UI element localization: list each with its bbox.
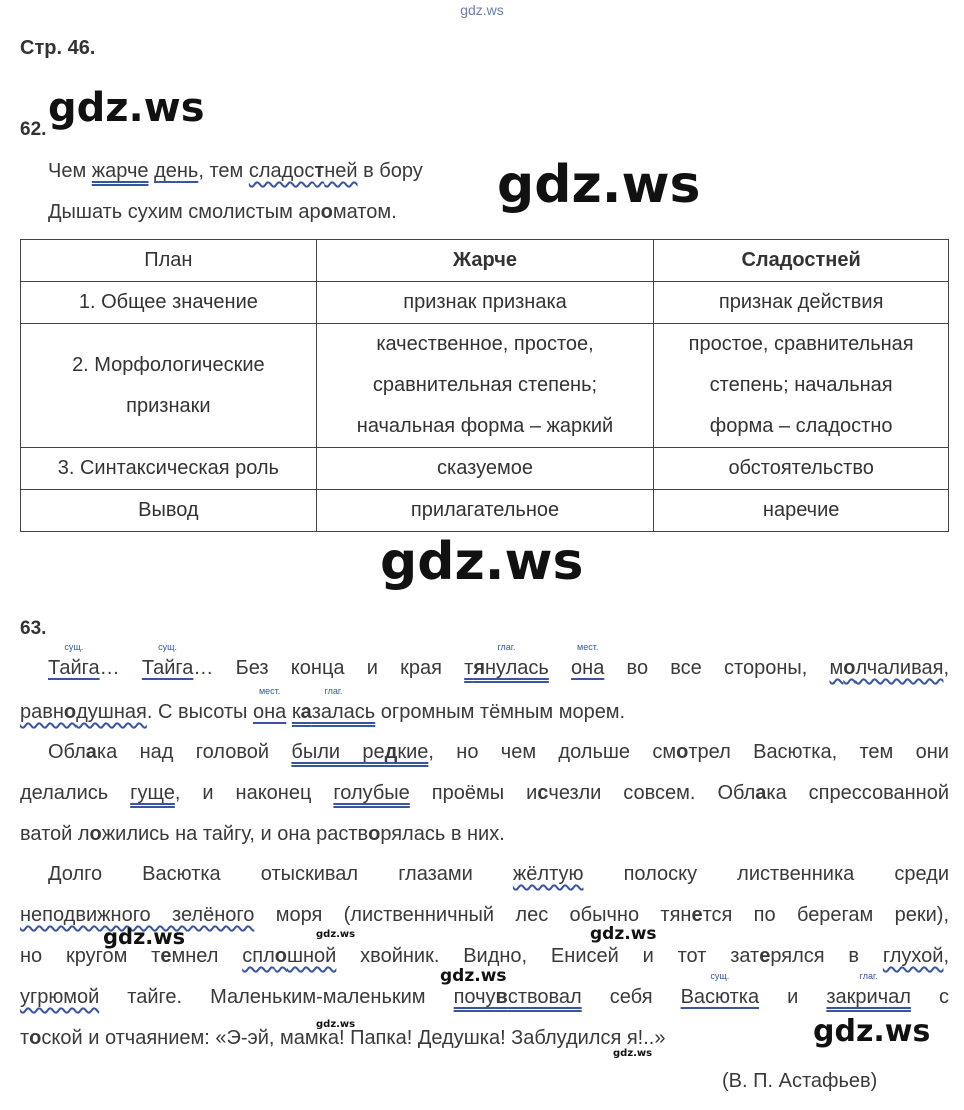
p3-line-4: угрюмой тайге. Маленьким-маленьким почувствовал себя сущ. Васютка и глаг. закричал с <box>20 971 949 1008</box>
table-row <box>21 490 949 532</box>
watermark: gdz.ws <box>813 1014 931 1049</box>
watermark: gdz.ws <box>380 532 584 592</box>
table-cell: признак признака <box>316 282 654 324</box>
word-sladostnei: сладостней <box>248 160 358 182</box>
table-cell: качественное, простое, сравнительная степень; начальная форма – жаркий <box>316 324 654 448</box>
p2-line-2: делались гуще, и наконец голубые проёмы исчезли совсем. Облака спрессованной <box>20 782 950 804</box>
table-header: Жарче <box>316 240 654 282</box>
p3-line-2: неподвижного зелёного моря (лиственничный лес обычно тянется по берегам реки), <box>20 904 950 926</box>
author: (В. П. Астафьев) <box>722 1070 878 1092</box>
table-row <box>21 324 949 448</box>
p1-line-2: равнодушная. С высоты мест. она глаг. казалась огромным тёмным морем. <box>20 686 626 723</box>
table-cell: признак действия <box>654 282 949 324</box>
top-watermark: gdz.ws <box>460 2 504 18</box>
task-62-line-1: Чем жарче день, тем сладостней в бору <box>48 160 423 182</box>
table-row <box>21 282 949 324</box>
table-cell: прилагательное <box>316 490 654 532</box>
task-63-number: 63. <box>20 618 47 639</box>
table-cell: наречие <box>654 490 949 532</box>
watermark: gdz.ws <box>497 155 701 215</box>
watermark: gdz.ws <box>316 1019 356 1030</box>
p3-line-1: Долго Васютка отыскивал глазами жёлтую полоску лиственника среди <box>48 863 949 885</box>
p2-line-3: ватой ложились на тайгу, и она растворялась в них. <box>20 823 505 845</box>
task-62-number: 62. <box>20 119 47 140</box>
p2-line-1: Облака над головой были редкие, но чем дольше смотрел Васютка, тем они <box>48 741 949 763</box>
watermark: gdz.ws <box>613 1048 653 1059</box>
table-row <box>21 448 949 490</box>
p3-line-5: тоской и отчаянием: «Э-эй, мамка! Папка! Дедушка! Заблудился я!..» <box>20 1027 666 1049</box>
word-zharche: жарче <box>91 160 149 182</box>
p3-line-3: но кругом темнел сплошной хвойник. Видно, Енисей и тот затерялся в глухой, <box>20 945 950 967</box>
table-cell: 2. Морфологические признаки <box>21 324 317 448</box>
table-cell: 3. Синтаксическая роль <box>21 448 317 490</box>
table-cell: 1. Общее значение <box>21 282 317 324</box>
word-den: день <box>154 160 199 182</box>
analysis-table <box>20 239 949 532</box>
watermark: gdz.ws <box>316 929 356 940</box>
watermark: gdz.ws <box>48 85 205 131</box>
watermark: gdz.ws <box>440 966 507 986</box>
table-cell: Вывод <box>21 490 317 532</box>
table-header-row <box>21 240 949 282</box>
page-number: Стр. 46. <box>20 37 96 59</box>
table-header: Сладостней <box>654 240 949 282</box>
watermark: gdz.ws <box>103 925 186 949</box>
p1-line-1: сущ. Тайга… сущ. Тайга… Без конца и края глаг. тянулась мест. она во все стороны, молчаливая, <box>48 642 950 679</box>
table-header: План <box>21 240 317 282</box>
task-62-line-2: Дышать сухим смолистым ароматом. <box>48 201 397 223</box>
watermark: gdz.ws <box>590 924 657 944</box>
table-cell: обстоятельство <box>654 448 949 490</box>
table-cell: простое, сравнительная степень; начальная форма – сладостно <box>654 324 949 448</box>
table-cell: сказуемое <box>316 448 654 490</box>
